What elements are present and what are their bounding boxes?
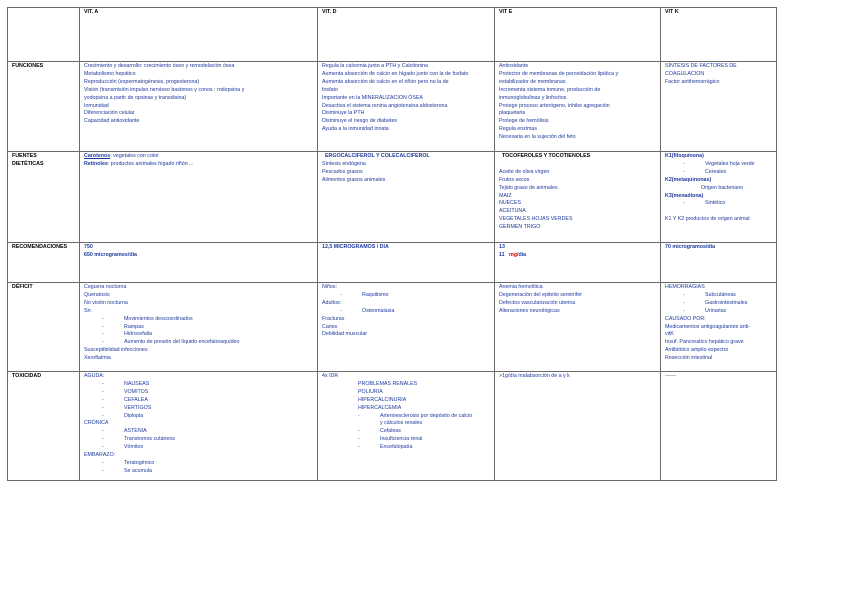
cell-line: Antibiótico amplio espectro	[665, 347, 729, 354]
cell-line: 12,5 MICROGRAMOS / DIA	[322, 244, 389, 250]
cell-line: Pescados grasos	[322, 168, 363, 175]
cell-line: Insuf. Pancreatico hepático grave	[665, 339, 744, 346]
cell-line: Susceptibilidad infecciones	[84, 347, 148, 354]
cell-line: Frutos secos	[499, 176, 530, 183]
cell-line: No visión nocturna	[84, 299, 128, 306]
row-recomendaciones	[8, 243, 777, 283]
toxicidad-vit-d	[318, 372, 495, 481]
cell-line: Resección intestinal	[665, 355, 713, 362]
cell-line: 750	[84, 244, 93, 250]
cell-subitem: - Subcutáneas	[665, 292, 774, 300]
header-vit-d: VIT. D	[318, 8, 495, 62]
cell-subitem: y cálculos renales	[380, 420, 423, 427]
fuentes-vit-e	[495, 152, 661, 243]
cell-subitem: HIPERCALCEMIA	[358, 404, 402, 411]
cell-line: Desactiva el sistema renina angiotensina aldosterona	[322, 102, 448, 109]
cell-subitem: - Raquitismo	[322, 292, 492, 300]
cell-line: Defectos vascularización uterina	[499, 299, 576, 306]
cell-line: Protector de membranas de peroxidación lipídica y	[499, 70, 619, 77]
cell-subitem: - Diplopia	[84, 413, 315, 421]
cell-line: VEGETALES HOJAS VERDES	[499, 216, 573, 223]
cell-line: Queratosis	[84, 291, 110, 298]
cell-line: Disminuye la PTH	[322, 110, 365, 117]
cell-line: 70 microgramos/día	[665, 244, 716, 250]
cell-line: Xeroftalmia	[84, 355, 111, 362]
row-label-funciones: FUNCIONES	[8, 62, 80, 152]
cell-line: SÍNTESIS DE FACTORES DE	[665, 63, 737, 69]
cell-line: estabilizador de membranas	[499, 78, 566, 85]
cell-line	[84, 161, 315, 169]
cell-line: Síntesis endógena	[322, 160, 366, 167]
cell-line: Anemia hemolítica	[499, 284, 543, 290]
deficit-vit-d	[318, 283, 495, 372]
recomendaciones-vit-d	[318, 243, 495, 283]
cell-subitem: - Cefaleas	[322, 428, 492, 436]
value-tail: /día	[516, 251, 527, 258]
cell-line: CAUSADO POR:	[665, 315, 706, 322]
cell-heading: K1(filoquinona)	[665, 153, 704, 159]
cell-line: inmunoglobulinas y linfocitos	[499, 94, 567, 101]
row-label-deficit: DÉFICIT	[8, 283, 80, 372]
funciones-vit-k	[661, 62, 777, 152]
cell-line: Visión (transmisión impulso nervioso bastones y conos : rodopsina y	[84, 86, 245, 93]
cell-line: 650 microgramos/día	[84, 251, 137, 258]
cell-subitem: - CEFALEA	[84, 397, 315, 405]
row-label-toxicidad: TOXICIDAD	[8, 372, 80, 481]
row-fuentes	[8, 152, 777, 243]
cell-line: 4x IDR	[322, 373, 339, 379]
cell-subitem: Origen bacteriano	[701, 184, 744, 191]
row-label-line: DIETÉTICAS	[12, 160, 44, 167]
header-vit-k: VIT K	[661, 8, 777, 62]
row-toxicidad	[8, 372, 777, 481]
cell-line: Protege de hemólisis	[499, 118, 549, 125]
fuentes-vit-k	[661, 152, 777, 243]
cell-line: Aumenta absorción de calcio en el riñón pero no la de	[322, 78, 449, 85]
cell-line: vitK	[665, 331, 674, 338]
cell-line: plaquetaria	[499, 110, 526, 117]
cell-subitem: - Gastrointestinales	[665, 300, 774, 308]
cell-line: Crecimiento y desarrollo: crecimiento óseo y remodelación ósea	[84, 63, 235, 69]
cell-line: Aumenta absorción de calcio en hígado junto con la de fosfato	[322, 70, 469, 77]
cell-subitem: - Urinarias	[665, 308, 774, 316]
cell-heading: K3(menadiona)	[665, 192, 704, 199]
cell-line: EMBARAZO:	[84, 452, 116, 459]
cell-line: >1g/día malabsorción de a y k	[499, 373, 570, 379]
cell-line: Ayuda a la inmunidad innata	[322, 126, 389, 133]
cell-line	[84, 153, 315, 161]
toxicidad-vit-e	[495, 372, 661, 481]
cell-line: Degeneración del epitelio seminífer	[499, 291, 583, 298]
deficit-vit-a	[80, 283, 318, 372]
cell-line: Alteraciones neurológicas	[499, 307, 560, 314]
cell-line: Capacidad antioxidante	[84, 118, 140, 125]
cell-subitem: - Osteomalasia	[322, 308, 492, 316]
cell-subitem: - Arterioesclerosis por depósito de calcio	[322, 413, 492, 421]
toxicidad-vit-k	[661, 372, 777, 481]
row-label-fuentes	[8, 152, 80, 243]
cell-line: K1 Y K2 productos de origen animal	[665, 216, 750, 223]
cell-line: Necesaria en la sujeción del feto	[499, 134, 576, 141]
row-deficit	[8, 283, 777, 372]
vitamins-table	[7, 7, 777, 481]
cell-line: Ceguera nocturna	[84, 284, 127, 290]
cell-line: Regula enzimas	[499, 126, 537, 133]
cell-line: Tejido graso de animales	[499, 184, 558, 191]
cell-line: Caries	[322, 323, 338, 330]
row-funciones	[8, 62, 777, 152]
term-rest: : vegetales con color	[110, 153, 159, 159]
term: Retinoles	[84, 160, 108, 167]
cell-subitem: - NAUSEAS	[84, 381, 315, 389]
cell-line: Factor antihemorrágico	[665, 78, 720, 85]
cell-line: CRÓNICA	[84, 420, 109, 427]
cell-heading: TOCOFEROLES Y TOCOTIENOLES	[502, 153, 591, 159]
cell-subitem: - VOMITOS	[84, 389, 315, 397]
cell-line: Reproducción (espermatogénesis, progesterona)	[84, 78, 200, 85]
cell-line: Antioxidante	[499, 63, 529, 69]
deficit-vit-k	[661, 283, 777, 372]
cell-line: Regula la calcemia junto a PTH y Calcitonina	[322, 63, 428, 69]
cell-subitem: - Transtornos cutáneos	[84, 436, 315, 444]
cell-line: Niños:	[322, 284, 338, 290]
cell-line: ------	[665, 373, 676, 379]
cell-subitem: - Vómitos	[84, 444, 315, 452]
recomendaciones-vit-a	[80, 243, 318, 283]
cell-line: Inmunidad	[84, 102, 109, 109]
cell-line: Fracturas	[322, 315, 345, 322]
cell-line: Incrementa sistema inmune, producción de	[499, 86, 601, 93]
cell-subitem: - Teratogénico	[84, 460, 315, 468]
cell-subitem: POLIURIA	[358, 388, 383, 395]
cell-line: Diferenciación celular	[84, 110, 135, 117]
cell-subitem: - Aumento de presión del líquido encefaloraquídeo	[84, 339, 315, 347]
cell-subitem: - Cereales	[665, 169, 774, 177]
cell-line	[499, 252, 658, 260]
cell-line: yodopsina a partir de opsinas y transdisina)	[84, 94, 187, 101]
cell-line: AGUDA:	[84, 373, 105, 379]
row-label-recomendaciones: RECOMENDACIONES	[8, 243, 80, 283]
cell-line: MAIZ	[499, 192, 512, 199]
cell-line: HEMORRAGIAS	[665, 284, 705, 290]
cell-line: Metabolismo hepático	[84, 70, 136, 77]
cell-subitem: - Hidrocefalia	[84, 331, 315, 339]
cell-line: Disminuye el riesgo de diabetes	[322, 118, 398, 125]
funciones-vit-e	[495, 62, 661, 152]
cell-line: Adultos:	[322, 299, 342, 306]
header-vit-a: VIT. A	[80, 8, 318, 62]
fuentes-vit-d	[318, 152, 495, 243]
cell-heading: K2(metaquinonas)	[665, 176, 712, 183]
cell-line: Protege proceso arterógeno, inhibe agregación	[499, 102, 610, 109]
cell-line: fosfato	[322, 86, 338, 93]
cell-subitem: - ASTENIA	[84, 428, 315, 436]
cell-subitem: - Sintético	[665, 200, 774, 208]
cell-line: Debilidad muscular	[322, 331, 368, 338]
cell-line: Sn:	[84, 307, 92, 314]
value-unit: mg	[509, 251, 517, 258]
cell-subitem: - Insuficiencia renal	[322, 436, 492, 444]
cell-heading: ERGOCALCIFEROL Y COLECALCIFEROL	[325, 153, 430, 159]
cell-line: Alimentos grasos animales	[322, 176, 386, 183]
term-rest: : productos animales hígado riñón ...	[107, 160, 194, 167]
funciones-vit-d	[318, 62, 495, 152]
term: Carotenos	[84, 153, 111, 159]
cell-line: 13	[499, 244, 505, 250]
header-row	[8, 8, 777, 62]
toxicidad-vit-a	[80, 372, 318, 481]
cell-subitem: - Vegetales hoja verde	[665, 161, 774, 169]
cell-subitem: HIPERCALCINURIA	[358, 396, 407, 403]
cell-subitem: PROBLEMAS RENALES	[358, 380, 418, 387]
value-number: 11	[499, 251, 505, 258]
cell-line: GERMEN TRIGO	[499, 224, 541, 231]
cell-subitem: - Encefalopatía	[322, 444, 492, 452]
fuentes-vit-a	[80, 152, 318, 243]
cell-line: Aceite de oliva virgen	[499, 168, 550, 175]
cell-line: COAGULACION	[665, 70, 705, 77]
recomendaciones-vit-k	[661, 243, 777, 283]
deficit-vit-e	[495, 283, 661, 372]
cell-line: Importante en la MINERALIZACION ÓSEA	[322, 94, 423, 101]
cell-subitem: - VERTIGOS	[84, 405, 315, 413]
cell-subitem: - Se acumula	[84, 468, 315, 476]
recomendaciones-vit-e	[495, 243, 661, 283]
funciones-vit-a	[80, 62, 318, 152]
cell-line: NUECES	[499, 200, 522, 207]
corner-cell	[8, 8, 80, 62]
cell-line: ACEITUNA	[499, 208, 526, 215]
cell-subitem: - Movimientos descoordinados	[84, 316, 315, 324]
cell-line: Medicamentos antigoagulantes anti-	[665, 323, 751, 330]
cell-subitem: - Rampas	[84, 324, 315, 332]
header-vit-e: VIT E	[495, 8, 661, 62]
row-label-line: FUENTES	[12, 153, 37, 159]
